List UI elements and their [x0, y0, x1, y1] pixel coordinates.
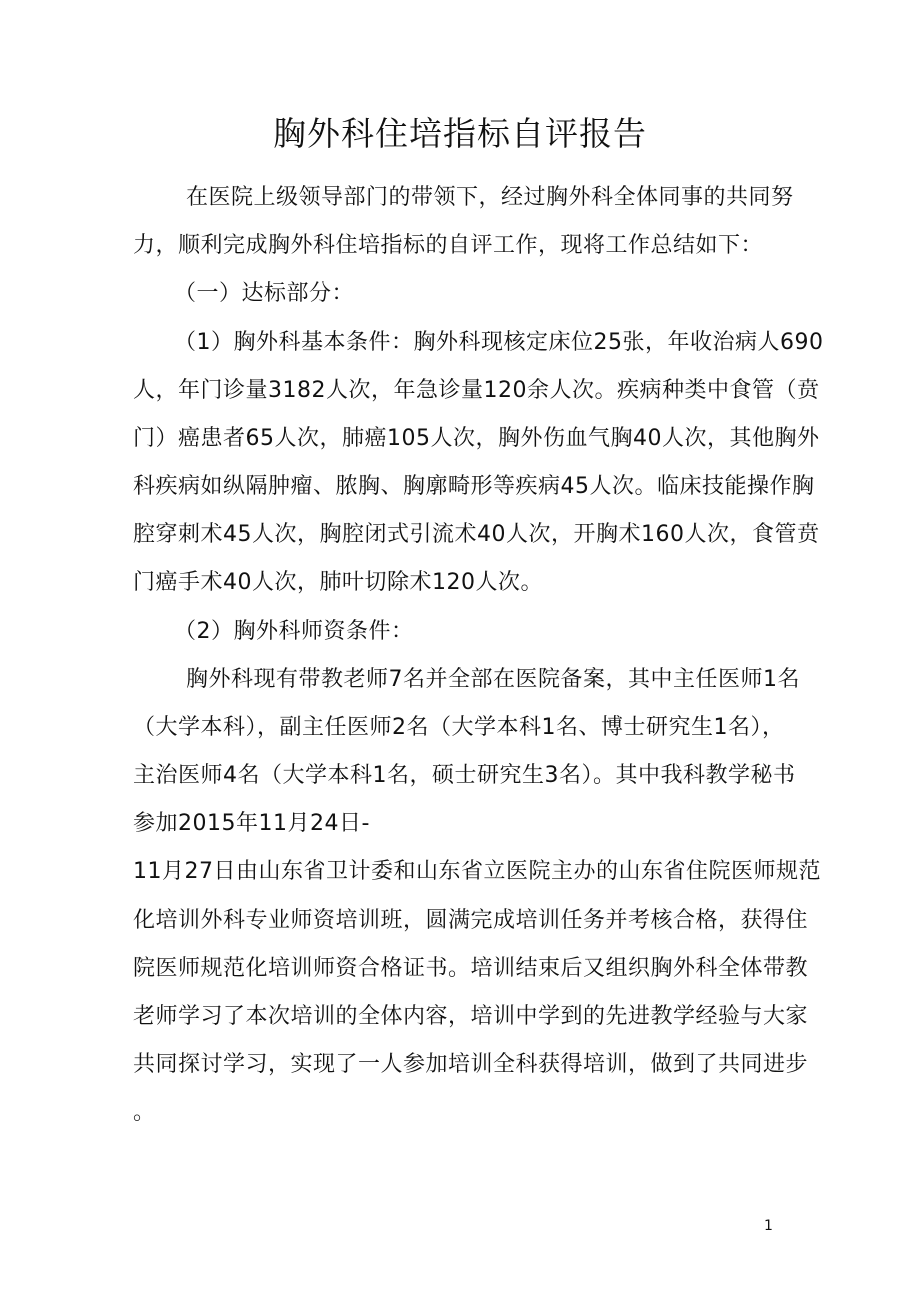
paragraph-line: 11月27日由山东省卫计委和山东省立医院主办的山东省住院医师规范	[133, 859, 821, 884]
paragraph-line: 。	[133, 1100, 156, 1125]
paragraph-line: 科疾病如纵隔肿瘤、脓胸、胸廓畸形等疾病45人次。临床技能操作胸	[133, 474, 815, 499]
paragraph-line: 老师学习了本次培训的全体内容，培训中学到的先进教学经验与大家	[133, 1004, 809, 1029]
subsection-heading: （2）胸外科师资条件：	[174, 619, 414, 644]
paragraph-line: 胸外科现有带教老师7名并全部在医院备案，其中主任医师1名	[186, 667, 800, 692]
paragraph-line: 参加2015年11月24日-	[133, 811, 370, 836]
document-title: 胸外科住培指标自评报告	[273, 114, 647, 153]
paragraph-line: 院医师规范化培训师资合格证书。培训结束后又组织胸外科全体带教	[133, 956, 809, 981]
paragraph-line: 化培训外科专业师资培训班，圆满完成培训任务并考核合格，获得住	[133, 908, 809, 933]
paragraph-line: 人，年门诊量3182人次，年急诊量120余人次。疾病种类中食管（贲	[133, 378, 820, 403]
paragraph-line: （1）胸外科基本条件：胸外科现核定床位25张，年收治病人690	[174, 330, 824, 355]
paragraph-line: 在医院上级领导部门的带领下，经过胸外科全体同事的共同努	[186, 185, 794, 210]
section-heading: （一）达标部分：	[174, 281, 355, 306]
paragraph-line: 门癌手术40人次，肺叶切除术120人次。	[133, 570, 543, 595]
paragraph-line: 腔穿刺术45人次，胸腔闭式引流术40人次，开胸术160人次，食管贲	[133, 522, 820, 547]
paragraph-line: 力，顺利完成胸外科住培指标的自评工作，现将工作总结如下：	[133, 233, 764, 258]
paragraph-line: 门）癌患者65人次，肺癌105人次，胸外伤血气胸40人次，其他胸外	[133, 426, 820, 451]
page-number: 1	[764, 1218, 773, 1234]
paragraph-line: 共同探讨学习，实现了一人参加培训全科获得培训，做到了共同进步	[133, 1052, 809, 1077]
paragraph-line: （大学本科），副主任医师2名（大学本科1名、博士研究生1名），	[133, 715, 785, 740]
paragraph-line: 主治医师4名（大学本科1名，硕士研究生3名）。其中我科教学秘书	[133, 763, 796, 788]
